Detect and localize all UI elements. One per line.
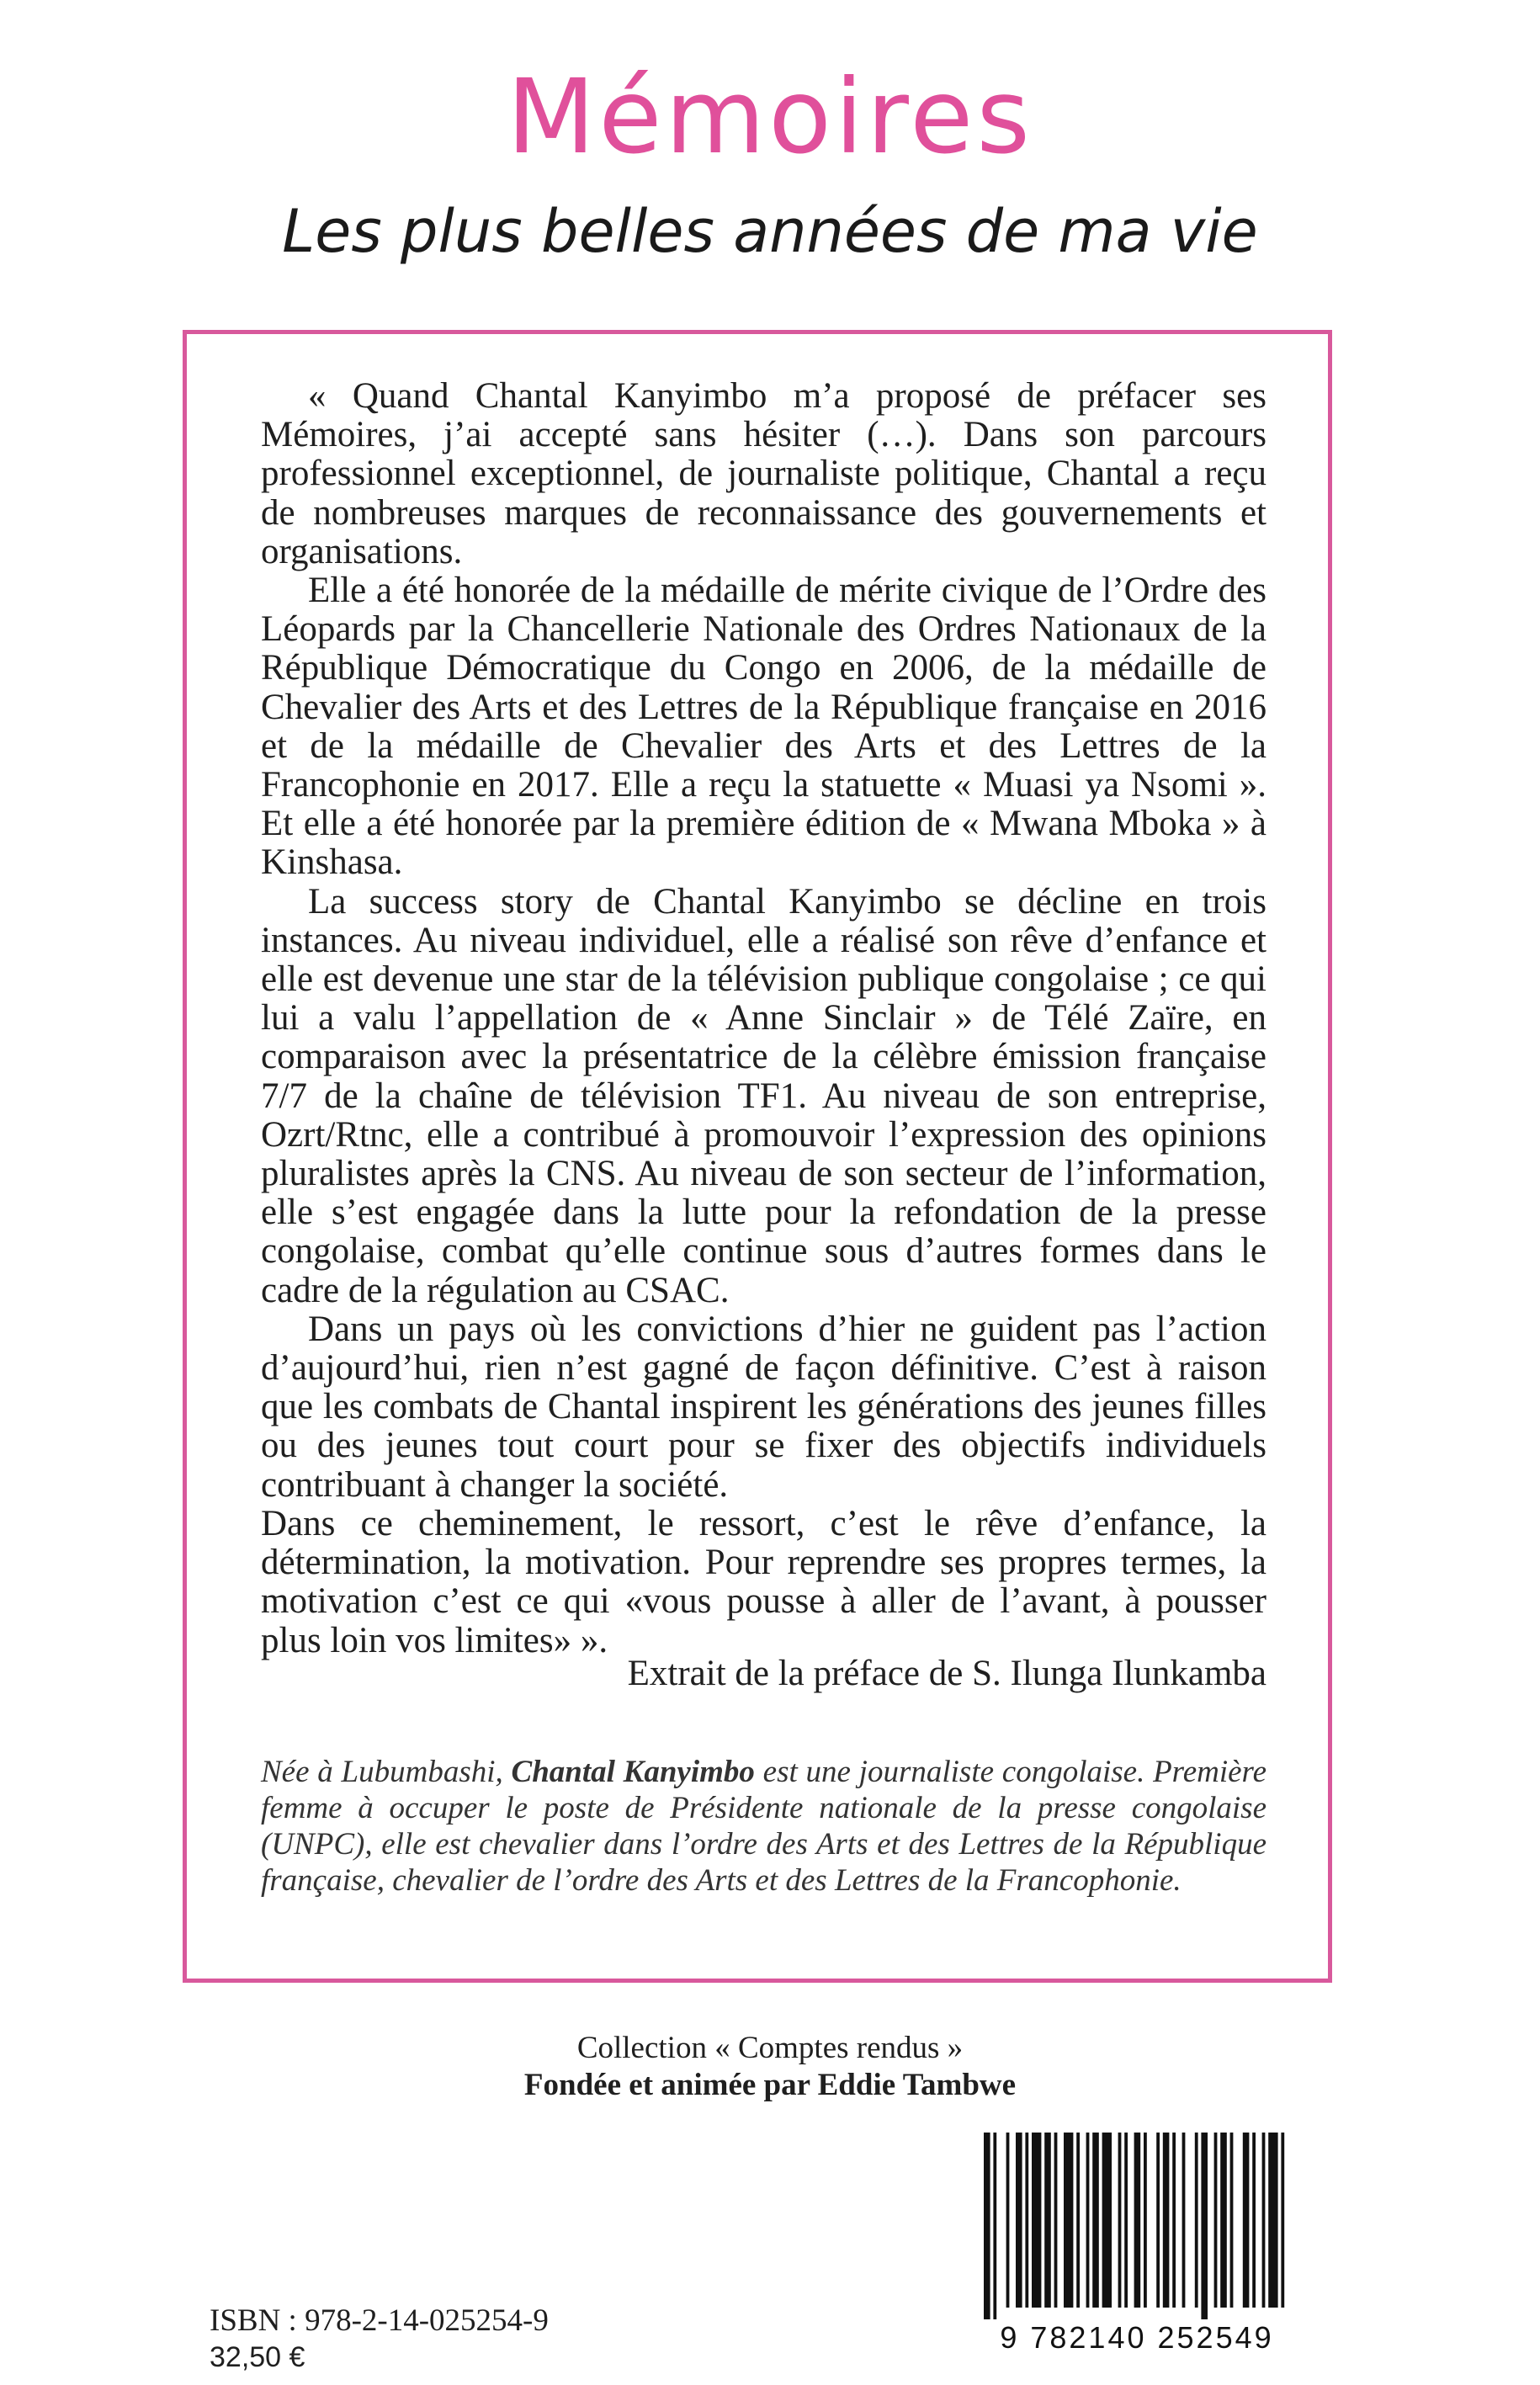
barcode-bar bbox=[1262, 2133, 1266, 2308]
barcode-bar bbox=[1102, 2133, 1112, 2308]
barcode-bar bbox=[1118, 2133, 1122, 2308]
excerpt-paragraph-3: La success story de Chantal Kanyimbo se décline en trois instances. Au niveau individuel, elle a réalisé son rêve d’enfance et elle est devenue une star de la télévision publique congolaise ; ce qui lui a valu l’appellation de « Anne Sinclair » de Télé Zaïre, en comparaison avec la présentatrice de la célèbre émission française 7/7 de la chaîne de télévision TF1. Au niveau de son entreprise, Ozrt/Rtnc, elle a contribué à promouvoir l’expression des opinions pluralistes après la CNS. Au niveau de son secteur de l’information, elle s’est engagée dans la lutte pour la refondation de la presse congolaise, combat qu’elle continue sous d’autres formes dans le cadre de la régulation au CSAC. bbox=[261, 881, 1267, 1310]
barcode-bar bbox=[1243, 2133, 1250, 2308]
excerpt-paragraph-5: Dans ce cheminement, le ressort, c’est le rêve d’enfance, la détermination, la motivation. Pour reprendre ses propres termes, la motivation c’est ce qui «vous pousse à aller de l’avant, à pousser plus loin vos limites» ». bbox=[261, 1503, 1267, 1660]
excerpt-source: Extrait de la préface de S. Ilunga Ilunkamba bbox=[627, 1654, 1267, 1693]
barcode-bar bbox=[1032, 2133, 1041, 2308]
excerpt-paragraph-4: Dans un pays où les convictions d’hier ne guident pas l’action d’aujourd’hui, rien n’est gagné de façon définitive. C’est à raison que les combats de Chantal inspirent les générations des jeunes filles ou des jeunes tout court pour se fixer des objectifs individuels contribuant à changer la société. bbox=[261, 1309, 1267, 1505]
barcode-bar bbox=[1214, 2133, 1218, 2308]
barcode-bar bbox=[1268, 2133, 1277, 2308]
isbn: ISBN : 978-2-14-025254-9 bbox=[210, 2303, 549, 2338]
bio-intro: Née à Lubumbashi, bbox=[261, 1755, 512, 1789]
barcode-bar bbox=[984, 2133, 990, 2319]
bio-text: est une journaliste congolaise. Première femme à occuper le poste de Présidente nationale de la presse congolaise (UNPC), elle est chevalier dans l’ordre des Arts et des Lettres de la République française, chevalier de l’ordre des Arts et des Lettres de la Francophonie. bbox=[261, 1755, 1267, 1898]
collection-name: Collection « Comptes rendus » bbox=[576, 2031, 964, 2065]
barcode-bar bbox=[1195, 2133, 1198, 2308]
barcode-bar bbox=[1156, 2133, 1160, 2308]
barcode-bar bbox=[1163, 2133, 1170, 2308]
author-bio bbox=[261, 1754, 1267, 1899]
barcode-bar bbox=[1220, 2133, 1227, 2308]
barcode-bar bbox=[1086, 2133, 1090, 2308]
excerpt-paragraph-2: Elle a été honorée de la médaille de mérite civique de l’Ordre des Léopards par la Chancellerie Nationale des Ordres Nationaux de la République Démocratique du Congo en 2006, de la médaille de Chevalier des Arts et des Lettres de la République française en 2016 et de la médaille de Chevalier des Arts et des Lettres de la Francophonie en 2017. Elle a reçu la statuette « Muasi ya Nsomi ». Et elle a été honorée par la première édition de « Mwana Mboka » à Kinshasa. bbox=[261, 571, 1267, 883]
barcode-bar bbox=[1006, 2133, 1010, 2308]
barcode-bar bbox=[1201, 2133, 1208, 2319]
barcode-bar bbox=[1281, 2133, 1284, 2308]
barcode-bar bbox=[1025, 2133, 1028, 2308]
barcode-bar bbox=[1182, 2133, 1186, 2308]
barcode bbox=[970, 2127, 1304, 2355]
barcode-bar bbox=[1124, 2133, 1128, 2308]
barcode-bar bbox=[1016, 2133, 1022, 2308]
barcode-bar bbox=[1076, 2133, 1080, 2308]
collection-info bbox=[0, 2030, 1540, 2104]
barcode-bar bbox=[1092, 2133, 1099, 2308]
author-name: Chantal Kanyimbo bbox=[511, 1755, 755, 1789]
barcode-bar bbox=[1252, 2133, 1256, 2308]
barcode-digits: 9 782140 252549 bbox=[1000, 2320, 1274, 2355]
barcode-bar bbox=[1230, 2133, 1234, 2308]
collection-founder: Fondée et animée par Eddie Tambwe bbox=[523, 2068, 1017, 2102]
preface-excerpt bbox=[261, 377, 1267, 1660]
barcode-bar bbox=[1134, 2133, 1141, 2308]
barcode-bar bbox=[1144, 2133, 1147, 2308]
barcode-bar bbox=[1054, 2133, 1058, 2308]
price: 32,50 € bbox=[210, 2341, 305, 2373]
barcode-bar bbox=[993, 2133, 996, 2319]
book-title: Mémoires bbox=[507, 57, 1033, 177]
barcode-bar bbox=[1064, 2133, 1073, 2308]
excerpt-paragraph-1: « Quand Chantal Kanyimbo m’a proposé de préfacer ses Mémoires, j’ai accepté sans hésiter (…). Dans son parcours professionnel exceptionnel, de journaliste politique, Chantal a reçu de nombreuses marques de reconnaissance des gouvernements et organisations. bbox=[261, 376, 1267, 571]
barcode-bar bbox=[1172, 2133, 1176, 2308]
barcode-bar bbox=[1044, 2133, 1051, 2308]
book-subtitle: Les plus belles années de ma vie bbox=[282, 197, 1258, 266]
